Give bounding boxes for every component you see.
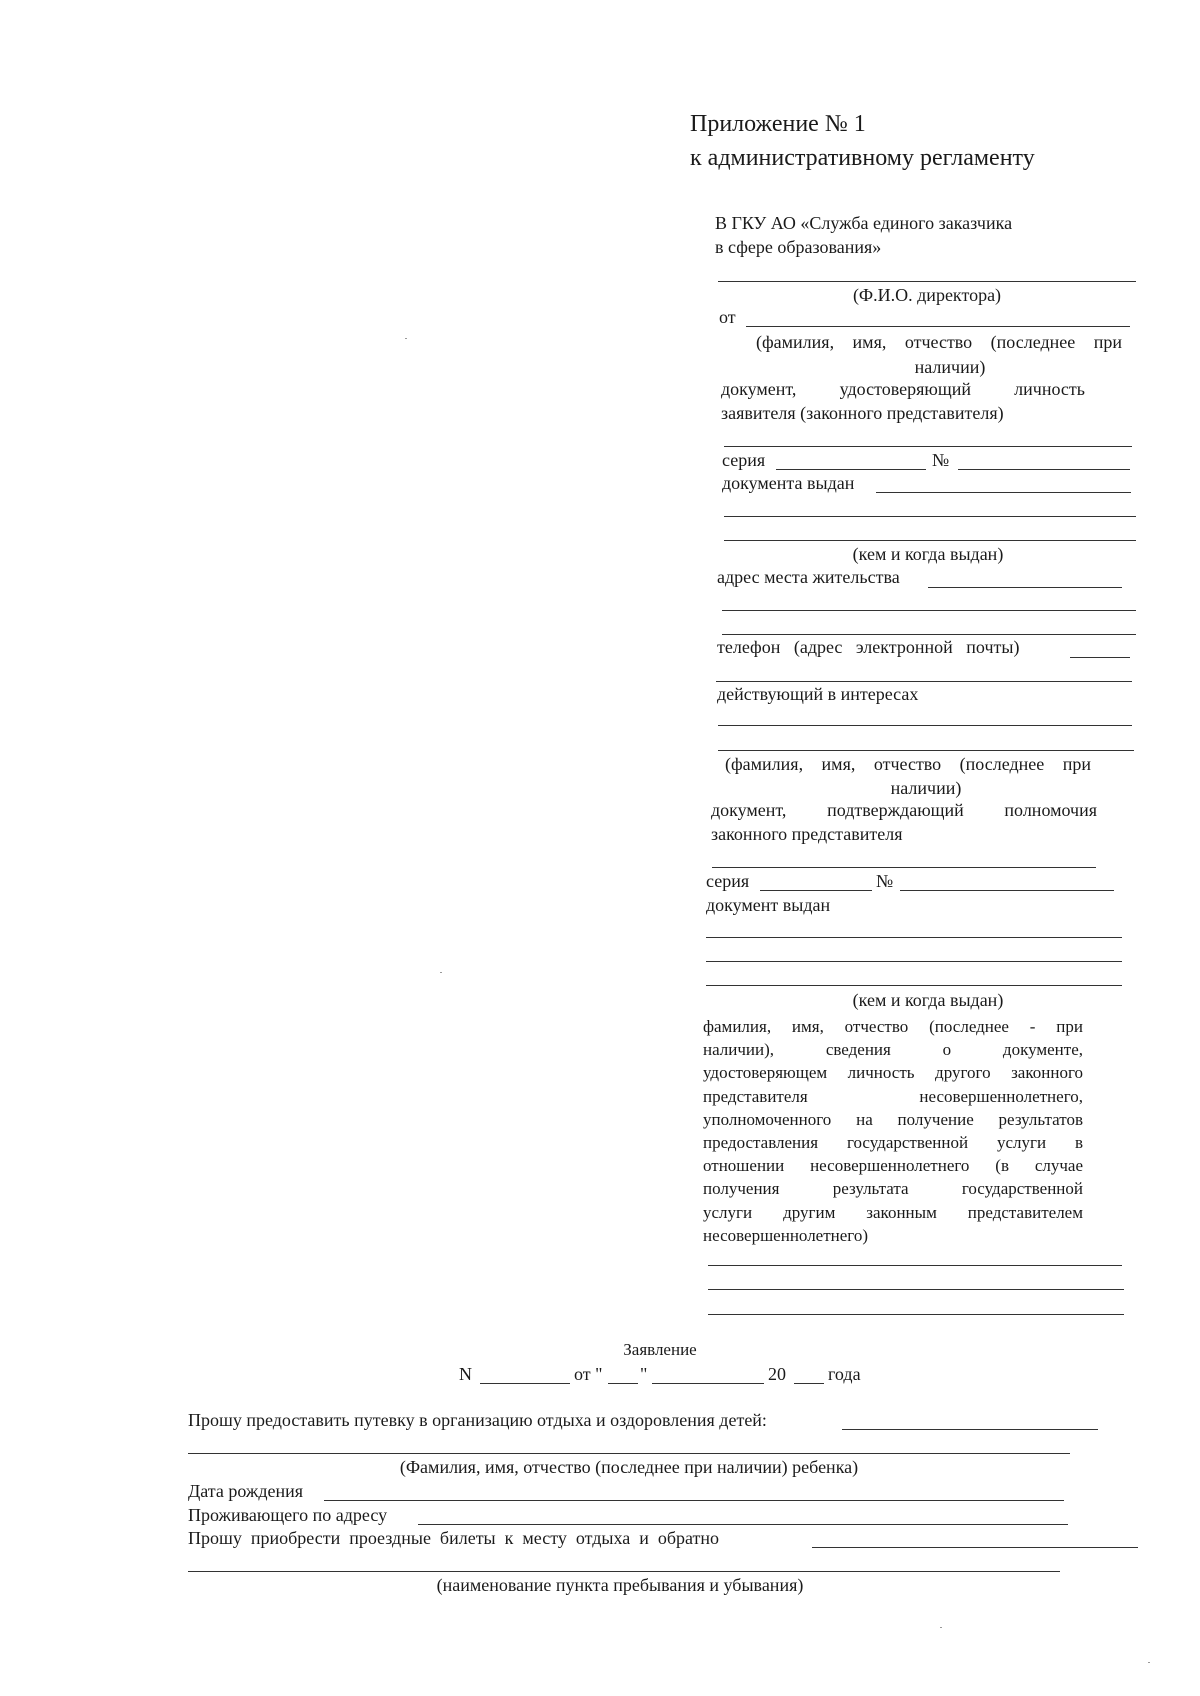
paragraph-line: отношении несовершеннолетнего (в случае xyxy=(703,1156,1083,1176)
other-rep-field[interactable] xyxy=(708,1265,1122,1266)
id-doc-label-2: заявителя (законного представителя) xyxy=(721,403,1004,423)
scan-speck xyxy=(1148,1662,1150,1663)
series-label: серия xyxy=(722,450,766,470)
id-doc-line[interactable] xyxy=(724,446,1132,447)
number-label: № xyxy=(932,450,950,470)
address-field-2[interactable] xyxy=(722,610,1136,611)
acting-field-2[interactable] xyxy=(718,750,1134,751)
paragraph-line: фамилия, имя, отчество (последнее - при xyxy=(703,1017,1083,1036)
addressee-line-2: в сфере образования» xyxy=(715,237,882,257)
other-rep-field-2[interactable] xyxy=(708,1289,1124,1290)
rep-fio-caption: (фамилия, имя, отчество (последнее при xyxy=(725,754,1091,774)
applicant-fio-caption: (фамилия, имя, отчество (последнее при xyxy=(756,332,1122,352)
rep-series-field[interactable] xyxy=(760,890,872,891)
rep-issued-field-3[interactable] xyxy=(706,985,1122,986)
appendix-title: Приложение № 1 xyxy=(690,111,866,137)
other-rep-paragraph xyxy=(703,1015,1083,1247)
rep-fio-caption-2: наличии) xyxy=(890,778,962,798)
address-field[interactable] xyxy=(928,587,1122,588)
acting-field[interactable] xyxy=(718,725,1132,726)
paragraph-line: удостоверяющем личность другого законного xyxy=(703,1063,1083,1083)
phone-field[interactable] xyxy=(1070,657,1130,658)
rep-issued-field[interactable] xyxy=(706,937,1122,938)
other-rep-field-3[interactable] xyxy=(708,1314,1124,1315)
request-voucher-label: Прошу предоставить путевку в организацию отдыха и оздоровления детей: xyxy=(188,1410,767,1430)
birth-date-field[interactable] xyxy=(324,1500,1064,1501)
scan-speck xyxy=(440,972,442,973)
id-doc-label: документ, удостоверяющий личность xyxy=(721,379,1085,399)
destination-field[interactable] xyxy=(188,1571,1060,1572)
rep-number-label: № xyxy=(876,871,894,891)
appendix-subtitle: к административному регламенту xyxy=(690,145,1035,171)
destination-caption: (наименование пункта пребывания и убывания) xyxy=(436,1575,804,1595)
rep-number-field[interactable] xyxy=(900,890,1114,891)
rep-doc-field[interactable] xyxy=(712,867,1096,868)
paragraph-line: уполномоченного на получение результатов xyxy=(703,1109,1083,1129)
director-fio-caption: (Ф.И.О. директора) xyxy=(852,285,1002,305)
rep-issued-label: документ выдан xyxy=(706,895,831,915)
statement-n-label: N xyxy=(459,1364,472,1384)
request-voucher-field[interactable] xyxy=(842,1429,1098,1430)
issued-label: документа выдан xyxy=(722,473,855,493)
series-field[interactable] xyxy=(776,469,926,470)
applicant-fio-caption-2: наличии) xyxy=(914,357,986,377)
addressee-line-1: В ГКУ АО «Служба единого заказчика xyxy=(715,213,1013,233)
statement-title: Заявление xyxy=(623,1340,697,1359)
address-child-label: Проживающего по адресу xyxy=(188,1505,388,1525)
statement-from-label: от " xyxy=(574,1364,603,1384)
address-child-field[interactable] xyxy=(418,1524,1068,1525)
child-fio-caption: (Фамилия, имя, отчество (последнее при наличии) ребенка) xyxy=(399,1457,859,1477)
statement-year-field[interactable] xyxy=(794,1383,824,1384)
issued-field-3[interactable] xyxy=(724,540,1136,541)
statement-quote-close: " xyxy=(640,1364,648,1384)
rep-doc-label: документ, подтверждающий полномочия xyxy=(711,800,1097,820)
tickets-label: Прошу приобрести проездные билеты к месту отдыха и обратно xyxy=(188,1528,720,1548)
applicant-fio-line[interactable] xyxy=(746,326,1130,327)
address-field-3[interactable] xyxy=(722,634,1136,635)
paragraph-line: наличии), сведения о документе, xyxy=(703,1040,1083,1060)
phone-label: телефон (адрес электронной почты) xyxy=(717,637,1020,657)
rep-doc-label-2: законного представителя xyxy=(711,824,903,844)
statement-year-prefix: 20 xyxy=(768,1364,786,1384)
paragraph-line: получения результата государственной xyxy=(703,1179,1083,1199)
issued-caption: (кем и когда выдан) xyxy=(852,544,1004,564)
scan-speck xyxy=(940,1627,942,1628)
statement-day-field[interactable] xyxy=(608,1383,638,1384)
statement-year-suffix: года xyxy=(828,1364,861,1384)
paragraph-line: представителя несовершеннолетнего, xyxy=(703,1086,1083,1106)
child-fio-field[interactable] xyxy=(188,1453,1070,1454)
statement-number-field[interactable] xyxy=(480,1383,570,1384)
rep-issued-field-2[interactable] xyxy=(706,961,1122,962)
statement-month-field[interactable] xyxy=(652,1383,764,1384)
address-label: адрес места жительства xyxy=(717,567,900,587)
issued-field[interactable] xyxy=(876,492,1131,493)
number-field[interactable] xyxy=(958,469,1130,470)
issued-field-2[interactable] xyxy=(724,516,1136,517)
paragraph-line: несовершеннолетнего) xyxy=(703,1225,869,1245)
acting-label: действующий в интересах xyxy=(717,684,919,704)
scan-speck xyxy=(405,338,407,339)
phone-field-2[interactable] xyxy=(716,681,1132,682)
director-fio-line[interactable] xyxy=(718,281,1136,282)
rep-issued-caption: (кем и когда выдан) xyxy=(852,990,1004,1010)
tickets-field[interactable] xyxy=(812,1547,1138,1548)
rep-series-label: серия xyxy=(706,871,750,891)
from-label: от xyxy=(719,307,736,327)
paragraph-line: услуги другим законным представителем xyxy=(703,1202,1083,1222)
paragraph-line: предоставления государственной услуги в xyxy=(703,1133,1083,1153)
birth-date-label: Дата рождения xyxy=(188,1481,304,1501)
